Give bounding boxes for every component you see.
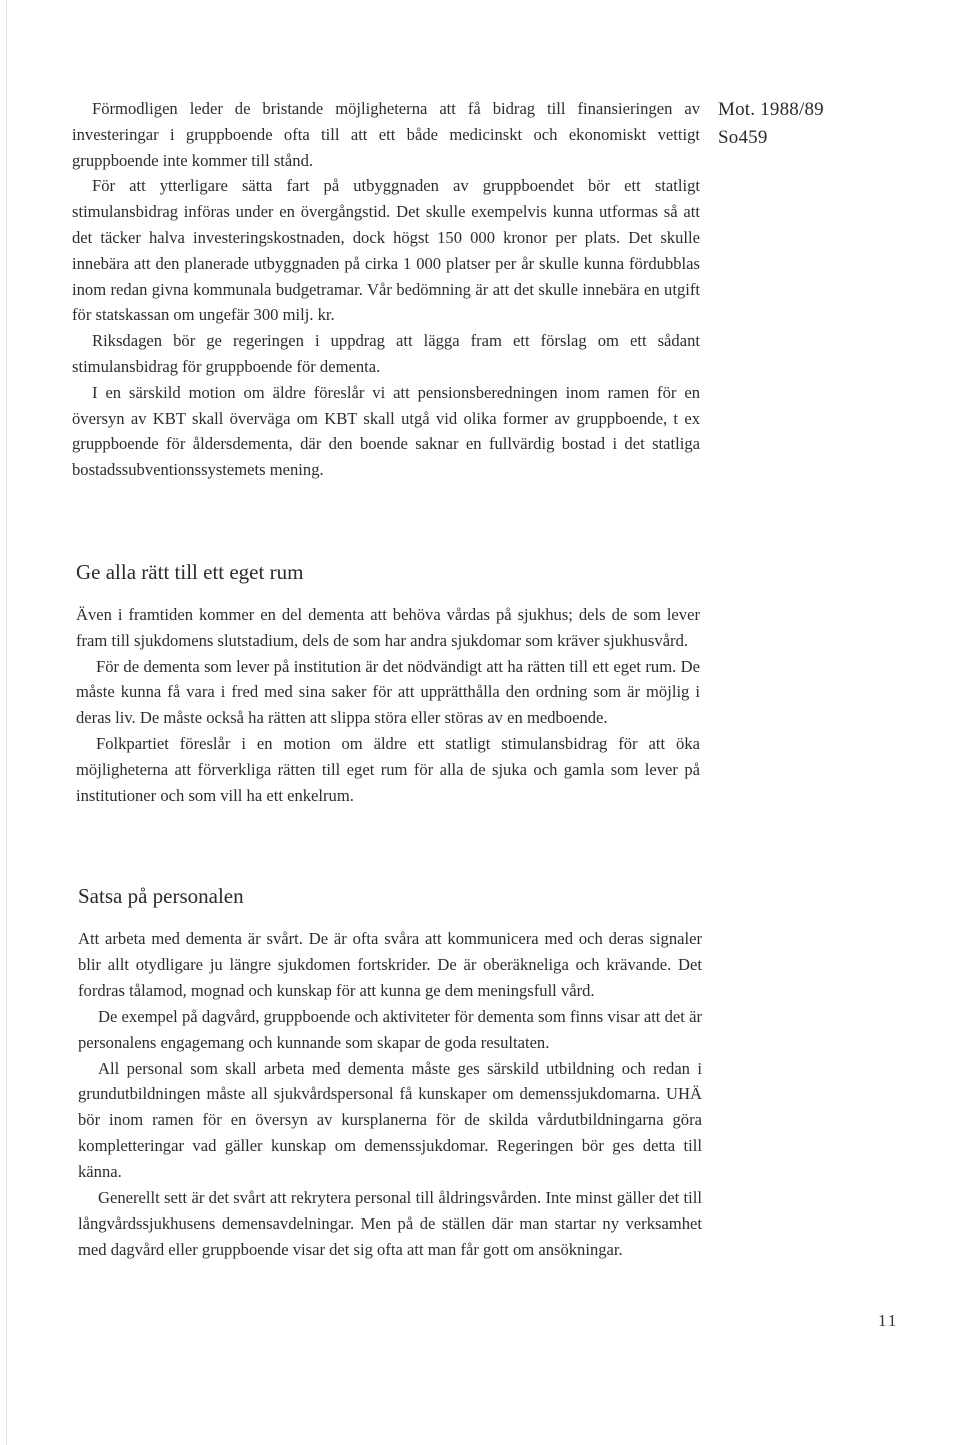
section-gruppboende — [72, 96, 700, 483]
motion-number: Mot. 1988/89 — [718, 99, 824, 120]
paragraph: Generellt sett är det svårt att rekrytera personal till åldringsvården. Inte minst gäller det till långvårdssjukhusens demensavdelningar. Men på de ställen där man startar ny verksamhet med dagvård eller gruppboende visar det sig ofta att man får gott om ansökningar. — [78, 1188, 702, 1259]
paragraph: Förmodligen leder de bristande möjligheterna att få bidrag till finansieringen av investeringar i gruppboende ofta till att ett både medicinskt och ekonomiskt vettigt gruppboende inte kommer till stånd. — [72, 99, 700, 170]
section-eget-rum — [76, 602, 700, 808]
paragraph: I en särskild motion om äldre föreslår vi att pensionsberedningen inom ramen för en översyn av KBT skall överväga om KBT skall utgå vid olika former av gruppboende, t ex gruppboende för åldersdementa, där den boende saknar en fullvärdig bostad i det statliga bostadssubventionssystemets mening. — [72, 382, 700, 480]
paragraph: De exempel på dagvård, gruppboende och aktiviteter för dementa som finns visar att det är personalens engagemang och kunnande som skapar de goda resultaten. — [78, 1006, 702, 1052]
heading-eget-rum: Ge alla rätt till ett eget rum — [76, 560, 304, 584]
heading-personalen: Satsa på personalen — [78, 884, 244, 908]
paragraph: Att arbeta med dementa är svårt. De är ofta svåra att kommunicera med och deras signaler blir allt otydligare ju längre sjukdomen fortskrider. De är oberäkneliga och krävande. Det fordras tålamod, mognad och kunskap för att kunna ge dem meningsfull vård. — [78, 929, 702, 1000]
scan-edge-line — [6, 0, 7, 1445]
paragraph: All personal som skall arbeta med dementa måste ges särskild utbildning och redan i grundutbildningen måste all sjukvårdspersonal få kunskaper om demenssjukdomarna. UHÄ bör inom ramen för en översyn av kursplanerna för de skilda vårdutbildningarna göra kompletteringar vad gäller kunskap om demenssjukdomar. Regeringen bör ges detta till känna. — [78, 1058, 702, 1182]
paragraph: För de dementa som lever på institution är det nödvändigt att ha rätten till ett eget rum. De måste kunna få vara i fred med sina saker för att upprätthålla den ordning som är möjlig i deras liv. De måste också ha rätten att slippa störa eller störas av en medboende. — [76, 656, 700, 728]
section-personalen — [78, 926, 702, 1263]
paragraph: Riksdagen bör ge regeringen i uppdrag att lägga fram ett förslag om ett sådant stimulansbidrag för gruppboende för dementa. — [72, 331, 700, 376]
paragraph: Folkpartiet föreslår i en motion om äldre ett statligt stimulansbidrag för att öka möjligheterna att förverkliga rätten till eget rum för alla de sjuka och gamla som lever på institutioner och som vill ha ett enkelrum. — [76, 733, 700, 805]
motion-code: So459 — [718, 127, 768, 148]
page-number: 11 — [878, 1311, 899, 1330]
motion-reference — [718, 96, 824, 152]
paragraph: Även i framtiden kommer en del dementa att behöva vårdas på sjukhus; dels de som lever fram till sjukdomens slutstadium, dels de som har andra sjukdomar som kräver sjukhusvård. — [76, 605, 700, 650]
paragraph: För att ytterligare sätta fart på utbyggnaden av gruppboendet bör ett statligt stimulansbidrag införas under en övergångstid. Det skulle exempelvis kunna utformas så att det täcker halva investeringskostnaden, dock högst 150 000 kronor per plats. Det skulle innebära att den planerade utbyggnaden på cirka 1 000 platser per år skulle kunna fördubblas inom redan givna kommunala budgetramar. Vår bedömning är att det skulle innebära en utgift för statskassan om ungefär 300 milj. kr. — [72, 176, 700, 325]
